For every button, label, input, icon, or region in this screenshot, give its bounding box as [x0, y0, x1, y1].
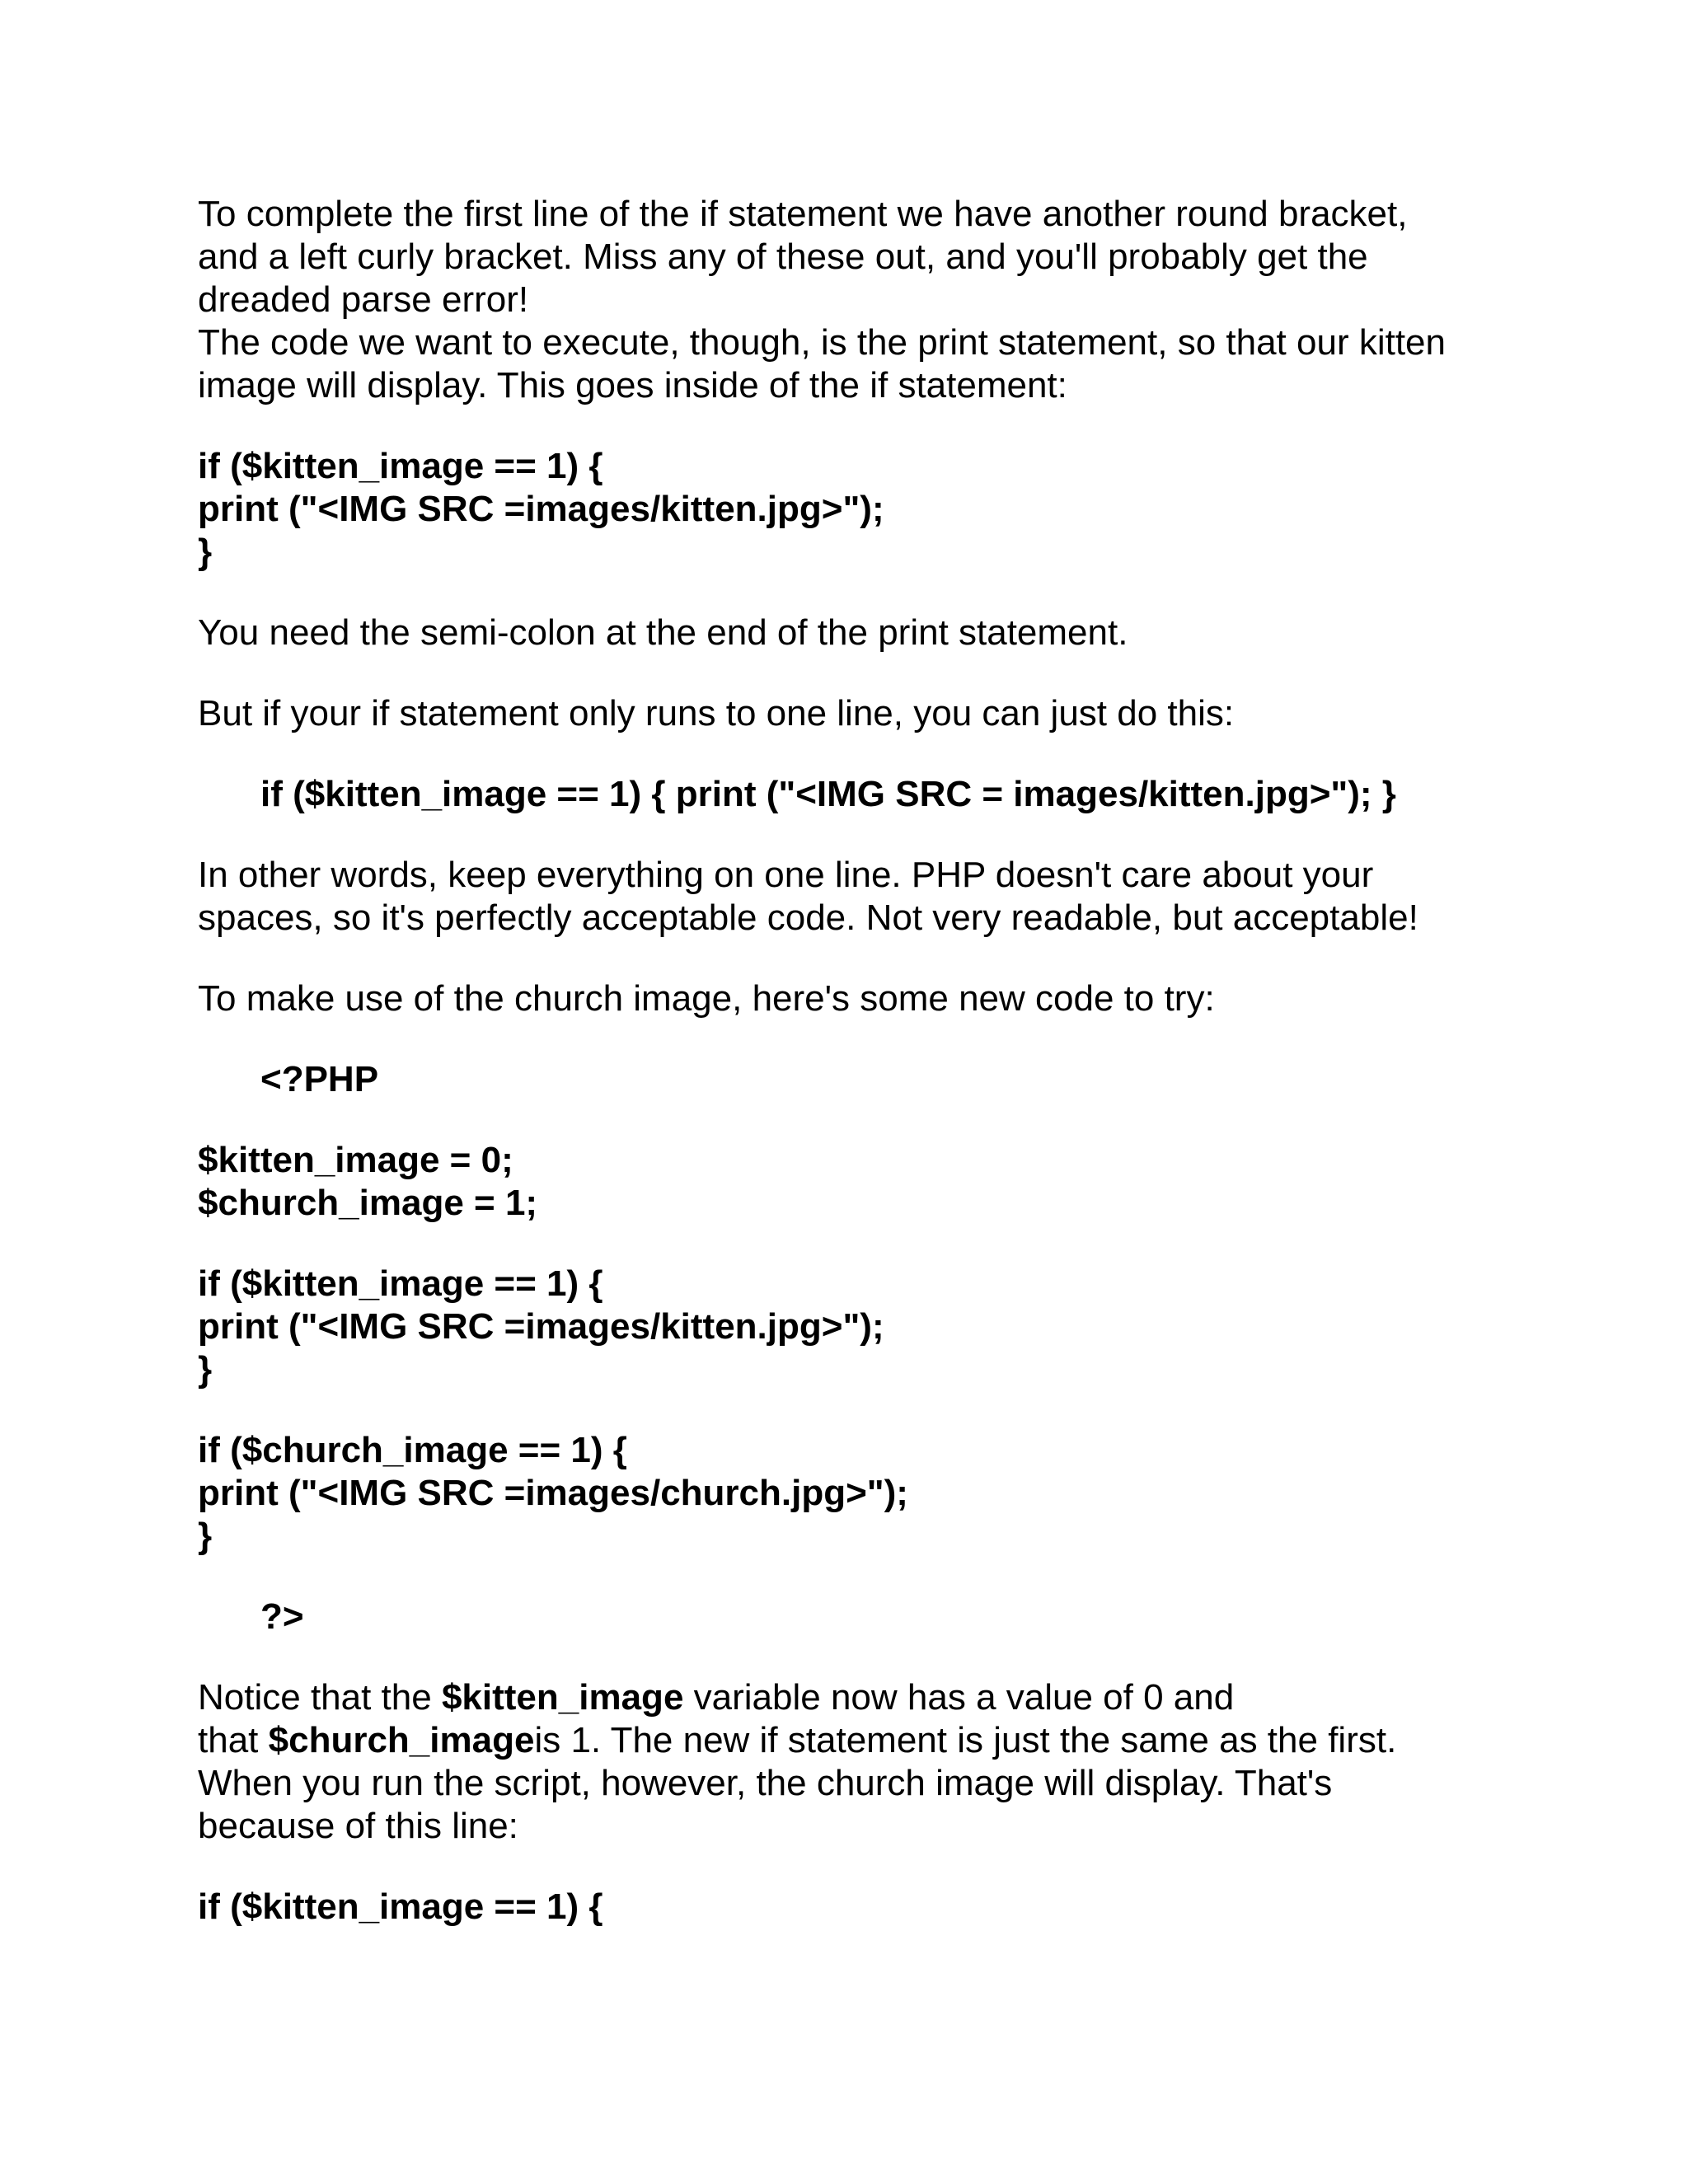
inline-code-church-image: $church_image: [268, 1720, 535, 1760]
spacer: [198, 940, 1517, 977]
spacer: [198, 1101, 1517, 1139]
paragraph-one-line-explanation: [198, 854, 1517, 940]
paragraph-church-intro: To make use of the church image, here's some new code to try:: [198, 978, 1215, 1019]
code-block-kitten-if: [198, 445, 1517, 574]
text-line: because of this line:: [198, 1806, 518, 1846]
paragraph-notice-explanation: [198, 1676, 1517, 1848]
spacer: [198, 1391, 1517, 1429]
text-line: spaces, so it's perfectly acceptable code. Not very readable, but acceptable!: [198, 898, 1418, 938]
code-line: if ($kitten_image == 1) {: [198, 1263, 603, 1304]
code-line: }: [198, 532, 213, 572]
text-run: Notice that the: [198, 1677, 442, 1718]
code-block-church-if: [198, 1429, 1517, 1558]
code-line: if ($church_image == 1) {: [198, 1430, 627, 1470]
inline-code-kitten-image: $kitten_image: [441, 1677, 684, 1718]
paragraph-one-line-intro: But if your if statement only runs to one line, you can just do this:: [198, 693, 1235, 733]
text-line: and a left curly bracket. Miss any of these out, and you'll probably get the: [198, 237, 1368, 277]
code-line: }: [198, 1349, 213, 1390]
text-run: that: [198, 1720, 269, 1760]
text-line: image will display. This goes inside of the if statement:: [198, 365, 1067, 405]
code-line: $church_image = 1;: [198, 1183, 538, 1223]
code-line-php-close-tag: ?>: [260, 1596, 304, 1637]
code-line: print ("<IMG SRC =images/church.jpg>");: [198, 1473, 908, 1513]
text-line: [198, 1676, 1517, 1719]
code-line-single-line-if: if ($kitten_image == 1) { print ("<IMG SRC = images/kitten.jpg>"); }: [260, 774, 1396, 814]
spacer: [198, 1848, 1517, 1886]
text-line: The code we want to execute, though, is the print statement, so that our kitten: [198, 322, 1446, 363]
spacer: [198, 816, 1517, 854]
code-line-kitten-condition: if ($kitten_image == 1) {: [198, 1886, 603, 1927]
spacer: [198, 654, 1517, 692]
spacer: [198, 1638, 1517, 1676]
spacer: [198, 407, 1517, 445]
document-content: [198, 193, 1517, 1929]
text-run: is 1. The new if statement is just the same as the first.: [534, 1720, 1397, 1760]
spacer: [198, 735, 1517, 773]
code-line: }: [198, 1516, 213, 1556]
code-line: $kitten_image = 0;: [198, 1140, 513, 1180]
text-line: To complete the first line of the if statement we have another round bracket,: [198, 194, 1408, 234]
spacer: [198, 1020, 1517, 1058]
text-line: dreaded parse error!: [198, 279, 529, 320]
paragraph-semicolon-note: You need the semi-colon at the end of the print statement.: [198, 612, 1128, 653]
spacer: [198, 1225, 1517, 1263]
text-line: In other words, keep everything on one line. PHP doesn't care about your: [198, 855, 1374, 895]
text-line: [198, 1719, 1517, 1762]
code-line-php-open-tag: <?PHP: [260, 1059, 379, 1099]
text-line: When you run the script, however, the church image will display. That's: [198, 1763, 1333, 1803]
code-line: print ("<IMG SRC =images/kitten.jpg>");: [198, 1306, 884, 1347]
paragraph-if-statement-intro: [198, 193, 1517, 407]
code-block-kitten-if-2: [198, 1263, 1517, 1391]
text-run: variable now has a value of 0 and: [683, 1677, 1235, 1718]
code-line: print ("<IMG SRC =images/kitten.jpg>");: [198, 489, 884, 529]
code-line: if ($kitten_image == 1) {: [198, 446, 603, 486]
spacer: [198, 1558, 1517, 1596]
spacer: [198, 574, 1517, 612]
code-block-assignments: [198, 1139, 1517, 1225]
